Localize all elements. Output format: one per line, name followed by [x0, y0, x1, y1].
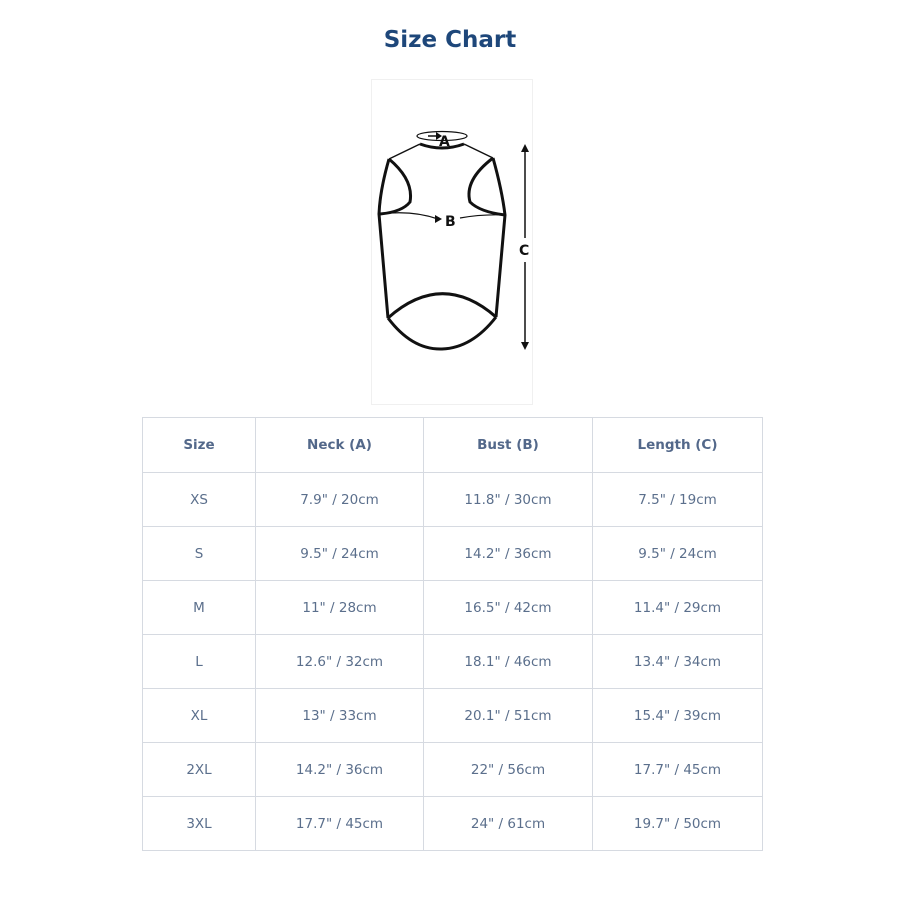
- table-row: [143, 473, 763, 527]
- cell-length: 11.4" / 29cm: [593, 581, 763, 635]
- table-row: [143, 635, 763, 689]
- cell-bust: 24" / 61cm: [424, 797, 593, 851]
- table-row: [143, 581, 763, 635]
- cell-bust: 14.2" / 36cm: [424, 527, 593, 581]
- header-length: Length (C): [593, 418, 763, 473]
- cell-neck: 17.7" / 45cm: [256, 797, 424, 851]
- cell-size: 2XL: [143, 743, 256, 797]
- cell-size: L: [143, 635, 256, 689]
- label-b: B: [445, 214, 456, 230]
- cell-length: 9.5" / 24cm: [593, 527, 763, 581]
- cell-length: 13.4" / 34cm: [593, 635, 763, 689]
- cell-length: 19.7" / 50cm: [593, 797, 763, 851]
- cell-neck: 13" / 33cm: [256, 689, 424, 743]
- page-title: Size Chart: [383, 27, 517, 53]
- cell-neck: 12.6" / 32cm: [256, 635, 424, 689]
- cell-size: XL: [143, 689, 256, 743]
- label-a: A: [439, 134, 450, 150]
- header-size: Size: [143, 418, 256, 473]
- header-bust: Bust (B): [424, 418, 593, 473]
- cell-size: XS: [143, 473, 256, 527]
- cell-bust: 22" / 56cm: [424, 743, 593, 797]
- vest-measurement-diagram: [371, 79, 533, 405]
- cell-bust: 18.1" / 46cm: [424, 635, 593, 689]
- cell-bust: 11.8" / 30cm: [424, 473, 593, 527]
- cell-length: 17.7" / 45cm: [593, 743, 763, 797]
- cell-neck: 9.5" / 24cm: [256, 527, 424, 581]
- cell-bust: 20.1" / 51cm: [424, 689, 593, 743]
- table-row: [143, 743, 763, 797]
- cell-size: S: [143, 527, 256, 581]
- table-row: [143, 527, 763, 581]
- size-table: [142, 417, 763, 851]
- cell-size: 3XL: [143, 797, 256, 851]
- cell-bust: 16.5" / 42cm: [424, 581, 593, 635]
- label-c: C: [519, 243, 530, 259]
- cell-length: 7.5" / 19cm: [593, 473, 763, 527]
- cell-neck: 7.9" / 20cm: [256, 473, 424, 527]
- cell-neck: 14.2" / 36cm: [256, 743, 424, 797]
- cell-neck: 11" / 28cm: [256, 581, 424, 635]
- table-row: [143, 797, 763, 851]
- table-row: [143, 689, 763, 743]
- table-header-row: [143, 418, 763, 473]
- cell-size: M: [143, 581, 256, 635]
- header-neck: Neck (A): [256, 418, 424, 473]
- cell-length: 15.4" / 39cm: [593, 689, 763, 743]
